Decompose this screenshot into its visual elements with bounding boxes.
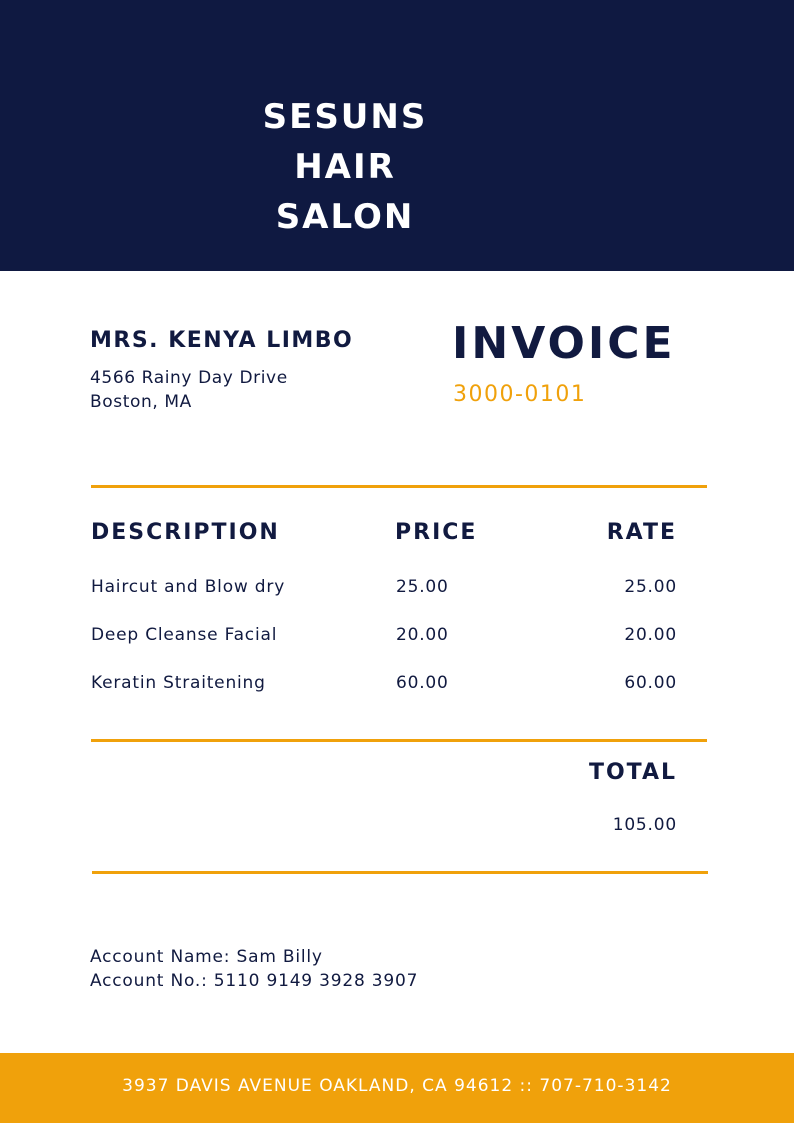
- account-name: Account Name: Sam Billy: [90, 947, 323, 967]
- account-details: [90, 945, 418, 993]
- divider-bottom: [92, 871, 708, 874]
- client-address: [90, 366, 288, 414]
- header-banner: [0, 0, 794, 271]
- row-2-description: Deep Cleanse Facial: [91, 625, 278, 645]
- salon-name: [245, 92, 445, 242]
- account-number: Account No.: 5110 9149 3928 3907: [90, 971, 419, 991]
- column-header-price: PRICE: [395, 520, 478, 545]
- row-3-description: Keratin Straitening: [91, 673, 266, 693]
- column-header-description: DESCRIPTION: [91, 520, 280, 545]
- row-1-rate: 25.00: [624, 577, 677, 597]
- row-2-rate: 20.00: [624, 625, 677, 645]
- total-label: TOTAL: [588, 760, 677, 785]
- row-1-description: Haircut and Blow dry: [91, 577, 286, 597]
- invoice-title: INVOICE: [452, 318, 676, 369]
- row-3-rate: 60.00: [624, 673, 677, 693]
- row-1-price: 25.00: [396, 577, 449, 597]
- total-value: 105.00: [612, 815, 677, 835]
- salon-name-line-2: HAIR: [294, 147, 396, 187]
- divider-top: [91, 485, 707, 488]
- column-header-rate: RATE: [606, 520, 677, 545]
- salon-name-line-3: SALON: [275, 197, 415, 237]
- footer-banner: [0, 1053, 794, 1123]
- footer-contact: 3937 DAVIS AVENUE OAKLAND, CA 94612 :: 707-710-3142: [122, 1076, 672, 1096]
- divider-middle: [91, 739, 707, 742]
- invoice-number: 3000-0101: [453, 382, 587, 407]
- client-name: MRS. KENYA LIMBO: [90, 328, 354, 353]
- salon-name-line-1: SESUNS: [262, 97, 428, 137]
- client-address-line-2: Boston, MA: [90, 392, 192, 412]
- client-address-line-1: 4566 Rainy Day Drive: [90, 368, 288, 388]
- row-3-price: 60.00: [396, 673, 449, 693]
- row-2-price: 20.00: [396, 625, 449, 645]
